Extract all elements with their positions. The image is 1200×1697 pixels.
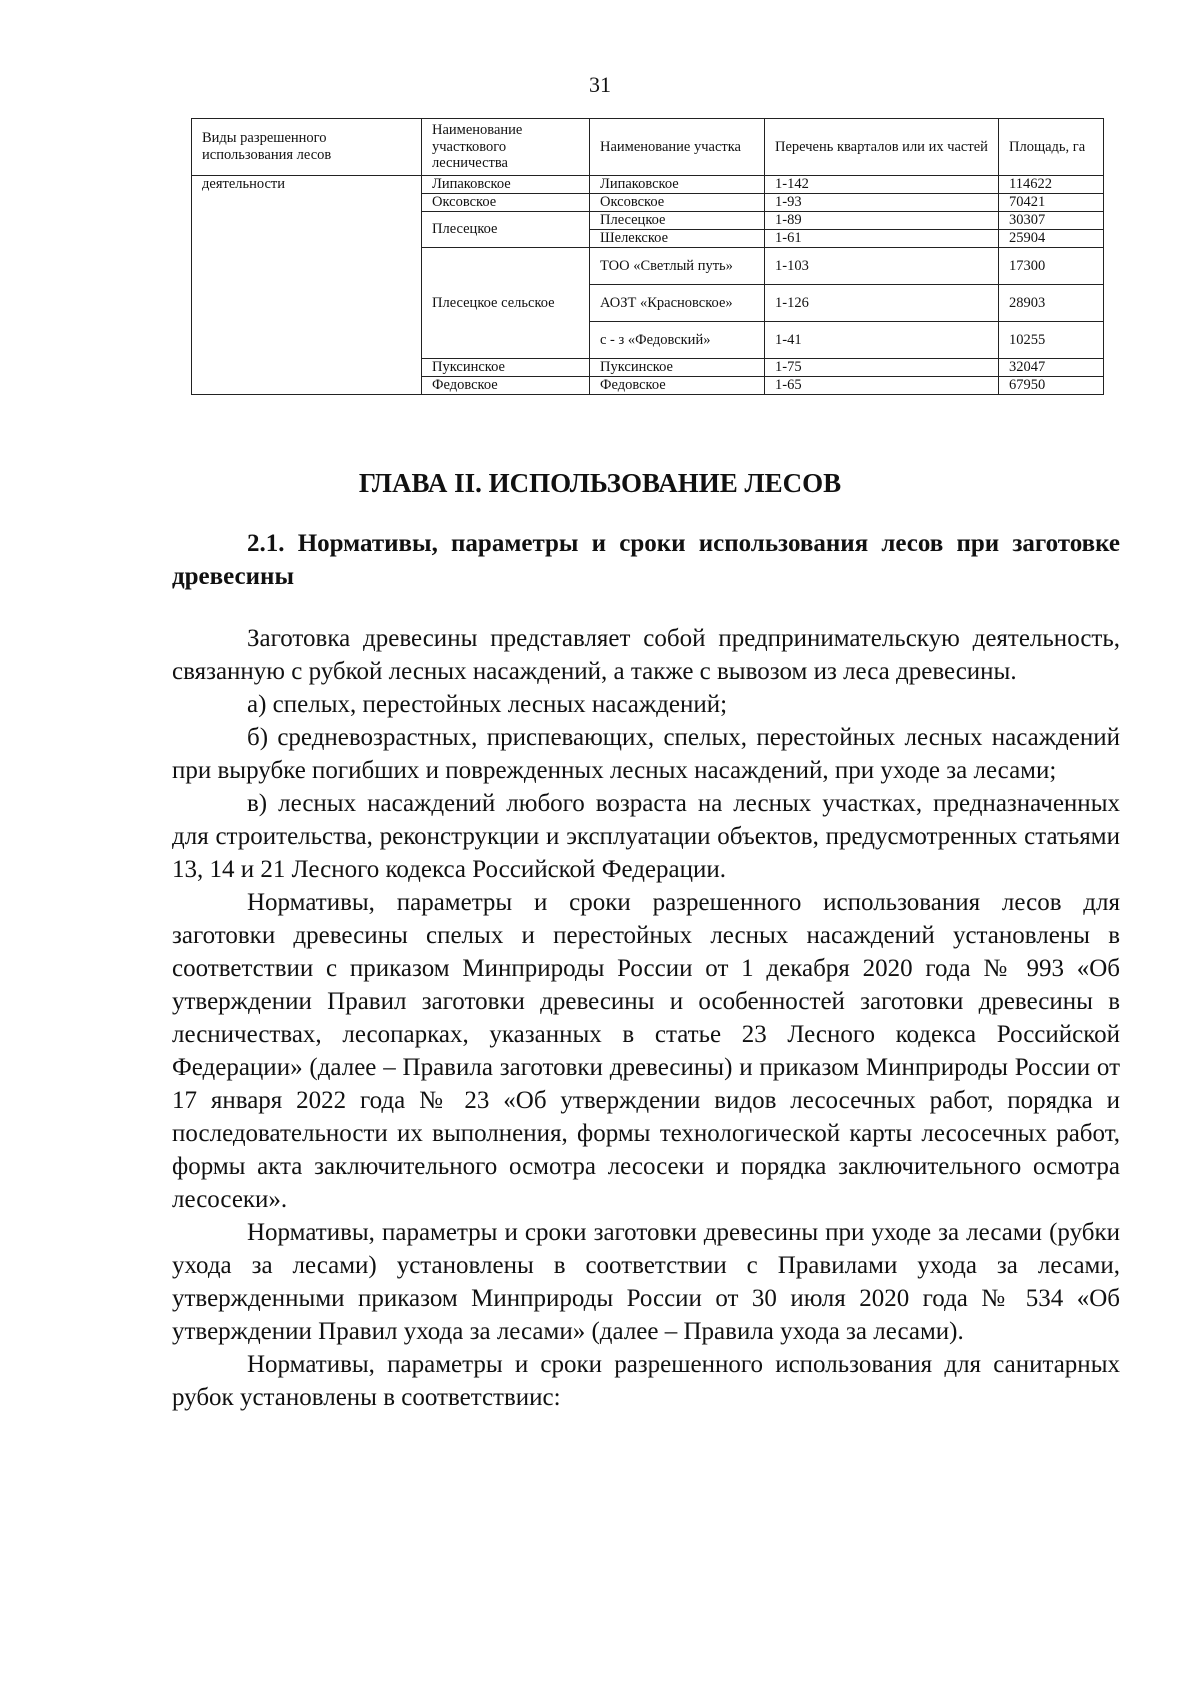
area-cell: 17300 xyxy=(999,248,1104,285)
site-cell: Федовское xyxy=(590,377,765,395)
body-text xyxy=(172,622,1120,1414)
site-cell: АОЗТ «Красновское» xyxy=(590,285,765,322)
site-cell: ТОО «Светлый путь» xyxy=(590,248,765,285)
list-item: в) лесных насаждений любого возраста на лесных участках, предназначенных для строительства, реконструкции и эксплуатации объектов, предусмотренных статьями 13, 14 и 21 Лесного кодекса Российской Федерации. xyxy=(172,790,1120,883)
header-cell: Виды разрешенного использования лесов xyxy=(192,119,422,176)
area-cell: 67950 xyxy=(999,377,1104,395)
quarters-cell: 1-103 xyxy=(765,248,999,285)
site-cell: Плесецкое xyxy=(590,212,765,230)
table-row xyxy=(192,176,1104,194)
header-cell: Наименование участкового лесничества xyxy=(422,119,590,176)
quarters-cell: 1-75 xyxy=(765,359,999,377)
quarters-cell: 1-93 xyxy=(765,194,999,212)
forestry-cell: Пуксинское xyxy=(422,359,590,377)
forestry-cell: Плесецкое сельское xyxy=(422,248,590,359)
site-cell: Шелекское xyxy=(590,230,765,248)
area-cell: 28903 xyxy=(999,285,1104,322)
paragraph: Нормативы, параметры и сроки разрешенного использования для санитарных рубок установлены в соответствиис: xyxy=(172,1351,1120,1411)
list-item: а) спелых, перестойных лесных насаждений; xyxy=(247,691,728,718)
area-cell: 30307 xyxy=(999,212,1104,230)
paragraph: Нормативы, параметры и сроки заготовки древесины при уходе за лесами (рубки ухода за лесами) установлены в соответствии с Правилами ухода за лесами, утвержденными приказом Минприроды России от 30 июля 2020 года № 534 «Об утверждении Правил ухода за лесами» (далее – Правила ухода за лесами). xyxy=(172,1219,1120,1345)
paragraph: Нормативы, параметры и сроки разрешенного использования лесов для заготовки древесины спелых и перестойных лесных насаждений установлены в соответствии с приказом Минприроды России от 1 декабря 2020 года № 993 «Об утверждении Правил заготовки древесины и особенностей заготовки древесины в лесничествах, лесопарках, указанных в статье 23 Лесного кодекса Российской Федерации» (далее – Правила заготовки древесины) и приказом Минприроды России от 17 января 2022 года № 23 «Об утверждении видов лесосечных работ, порядка и последовательности их выполнения, формы технологической карты лесосечных работ, формы акта заключительного осмотра лесосеки и порядка заключительного осмотра лесосеки». xyxy=(172,889,1120,1213)
area-cell: 70421 xyxy=(999,194,1104,212)
forestry-cell: Плесецкое xyxy=(422,212,590,248)
forestry-cell: Оксовское xyxy=(422,194,590,212)
quarters-cell: 1-126 xyxy=(765,285,999,322)
page-number: 31 xyxy=(589,72,611,97)
use-type-cell: деятельности xyxy=(192,176,422,395)
section-title: 2.1. Нормативы, параметры и сроки использования лесов при заготовке древесины xyxy=(172,530,1120,590)
quarters-cell: 1-61 xyxy=(765,230,999,248)
header-cell: Наименование участка xyxy=(590,119,765,176)
area-cell: 10255 xyxy=(999,322,1104,359)
forestry-cell: Федовское xyxy=(422,377,590,395)
forestry-cell: Липаковское xyxy=(422,176,590,194)
site-cell: с - з «Федовский» xyxy=(590,322,765,359)
header-cell: Перечень кварталов или их частей xyxy=(765,119,999,176)
area-cell: 25904 xyxy=(999,230,1104,248)
table-header-row xyxy=(192,119,1104,176)
quarters-cell: 1-142 xyxy=(765,176,999,194)
list-item: б) средневозрастных, приспевающих, спелых, перестойных лесных насаждений при вырубке погибших и поврежденных лесных насаждений, при уходе за лесами; xyxy=(172,724,1120,784)
area-cell: 32047 xyxy=(999,359,1104,377)
header-cell: Площадь, га xyxy=(999,119,1104,176)
site-cell: Липаковское xyxy=(590,176,765,194)
chapter-title: ГЛАВА II. ИСПОЛЬЗОВАНИЕ ЛЕСОВ xyxy=(358,468,842,498)
quarters-cell: 1-89 xyxy=(765,212,999,230)
site-cell: Пуксинское xyxy=(590,359,765,377)
forestry-table xyxy=(191,118,1104,395)
site-cell: Оксовское xyxy=(590,194,765,212)
quarters-cell: 1-65 xyxy=(765,377,999,395)
paragraph: Заготовка древесины представляет собой предпринимательскую деятельность, связанную с рубкой лесных насаждений, а также с вывозом из леса древесины. xyxy=(172,625,1120,685)
quarters-cell: 1-41 xyxy=(765,322,999,359)
area-cell: 114622 xyxy=(999,176,1104,194)
